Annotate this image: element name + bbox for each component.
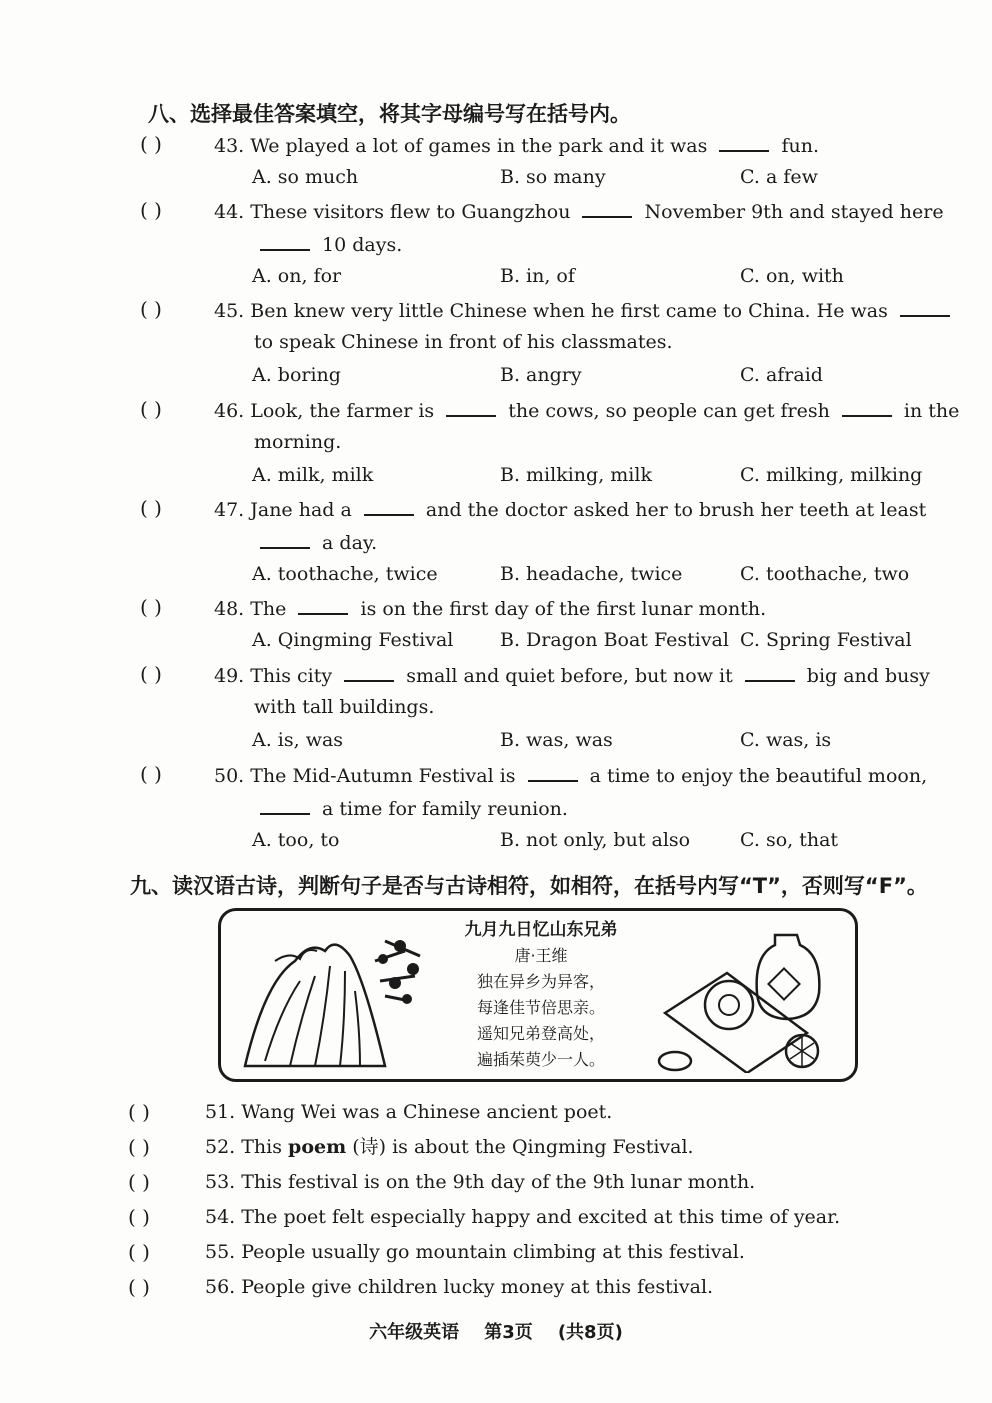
answer-blank[interactable] bbox=[364, 496, 414, 516]
answer-blank[interactable] bbox=[582, 198, 632, 218]
poem-line: 遍插茱萸少一人。 bbox=[476, 1050, 605, 1069]
answer-option: B. in, of bbox=[500, 265, 575, 287]
question-text: 49. This city small and quiet before, but now it big and busy bbox=[214, 662, 930, 688]
poem-title: 九月九日忆山东兄弟 bbox=[464, 920, 618, 940]
answer-bracket[interactable]: ( ) bbox=[128, 1275, 150, 1299]
answer-option: C. afraid bbox=[740, 364, 823, 386]
question-text: 45. Ben knew very little Chinese when he first came to China. He was bbox=[214, 297, 956, 323]
answer-bracket[interactable]: ( ) bbox=[128, 1240, 150, 1264]
answer-bracket[interactable]: ( ) bbox=[140, 762, 162, 786]
question-text: 47. Jane had a and the doctor asked her to brush her teeth at least bbox=[214, 496, 926, 522]
section-8-title: 八、选择最佳答案填空，将其字母编号写在括号内。 bbox=[148, 102, 631, 126]
question-text: 44. These visitors flew to Guangzhou November 9th and stayed here bbox=[214, 198, 944, 224]
statement-text: 51. Wang Wei was a Chinese ancient poet. bbox=[205, 1101, 613, 1123]
answer-bracket[interactable]: ( ) bbox=[128, 1170, 150, 1194]
page-footer: 六年级英语 第3页 (共8页) bbox=[369, 1322, 623, 1343]
answer-option: B. Dragon Boat Festival bbox=[500, 629, 729, 651]
statement-text: 53. This festival is on the 9th day of the 9th lunar month. bbox=[205, 1171, 756, 1193]
answer-bracket[interactable]: ( ) bbox=[128, 1100, 150, 1124]
answer-blank[interactable] bbox=[260, 795, 310, 815]
answer-blank[interactable] bbox=[298, 595, 348, 615]
answer-option: C. on, with bbox=[740, 265, 844, 287]
poem-author: 唐·王维 bbox=[514, 946, 568, 965]
answer-option: A. is, was bbox=[252, 729, 344, 751]
answer-option: C. toothache, two bbox=[740, 563, 910, 585]
answer-bracket[interactable]: ( ) bbox=[140, 132, 162, 156]
answer-blank[interactable] bbox=[745, 662, 795, 682]
answer-blank[interactable] bbox=[842, 397, 892, 417]
statement-text: 54. The poet felt especially happy and excited at this time of year. bbox=[205, 1206, 841, 1228]
answer-option: B. angry bbox=[500, 364, 582, 386]
answer-option: B. so many bbox=[500, 166, 606, 188]
question-text: 46. Look, the farmer is the cows, so people can get fresh in the bbox=[214, 397, 959, 423]
answer-blank[interactable] bbox=[719, 132, 769, 152]
answer-option: C. so, that bbox=[740, 829, 839, 851]
answer-bracket[interactable]: ( ) bbox=[128, 1205, 150, 1229]
answer-option: A. Qingming Festival bbox=[252, 629, 454, 651]
question-text: 10 days. bbox=[254, 231, 402, 257]
answer-blank[interactable] bbox=[260, 529, 310, 549]
poem-text bbox=[441, 917, 641, 1073]
answer-option: C. Spring Festival bbox=[740, 629, 912, 651]
answer-bracket[interactable]: ( ) bbox=[140, 297, 162, 321]
question-text: a time for family reunion. bbox=[254, 795, 568, 821]
answer-option: B. not only, but also bbox=[500, 829, 691, 851]
wine-chrysanthemum-illustration bbox=[657, 923, 837, 1073]
answer-option: C. was, is bbox=[740, 729, 832, 751]
statement-text: 52. This poem (诗) is about the Qingming Festival. bbox=[205, 1136, 694, 1158]
mountain-pine-illustration bbox=[235, 921, 435, 1071]
answer-option: A. on, for bbox=[252, 265, 342, 287]
poem-line: 独在异乡为异客， bbox=[476, 972, 605, 991]
answer-bracket[interactable]: ( ) bbox=[128, 1135, 150, 1159]
statement-text: 55. People usually go mountain climbing at this festival. bbox=[205, 1241, 745, 1263]
answer-option: A. boring bbox=[252, 364, 341, 386]
poem-line: 每逢佳节倍思亲。 bbox=[476, 998, 605, 1017]
question-text: a day. bbox=[254, 529, 377, 555]
question-text: 48. The is on the first day of the first lunar month. bbox=[214, 595, 766, 621]
answer-option: B. headache, twice bbox=[500, 563, 683, 585]
question-text: morning. bbox=[254, 431, 342, 453]
answer-option: B. was, was bbox=[500, 729, 613, 751]
answer-option: A. toothache, twice bbox=[252, 563, 438, 585]
bold-keyword: poem bbox=[288, 1136, 347, 1158]
answer-option: C. a few bbox=[740, 166, 818, 188]
question-text: with tall buildings. bbox=[254, 696, 435, 718]
answer-option: A. so much bbox=[252, 166, 359, 188]
answer-option: B. milking, milk bbox=[500, 464, 652, 486]
answer-blank[interactable] bbox=[446, 397, 496, 417]
answer-bracket[interactable]: ( ) bbox=[140, 397, 162, 421]
question-text: 50. The Mid-Autumn Festival is a time to enjoy the beautiful moon, bbox=[214, 762, 927, 788]
section-9-title: 九、读汉语古诗，判断句子是否与古诗相符，如相符，在括号内写“T”，否则写“F”。 bbox=[130, 874, 928, 898]
poem-box bbox=[218, 908, 858, 1082]
answer-blank[interactable] bbox=[528, 762, 578, 782]
question-text: to speak Chinese in front of his classmates. bbox=[254, 331, 673, 353]
answer-blank[interactable] bbox=[260, 231, 310, 251]
answer-option: A. milk, milk bbox=[252, 464, 374, 486]
answer-blank[interactable] bbox=[900, 297, 950, 317]
statement-text: 56. People give children lucky money at this festival. bbox=[205, 1276, 714, 1298]
poem-line: 遥知兄弟登高处， bbox=[476, 1024, 605, 1043]
answer-bracket[interactable]: ( ) bbox=[140, 595, 162, 619]
answer-blank[interactable] bbox=[344, 662, 394, 682]
answer-option: A. too, to bbox=[252, 829, 340, 851]
answer-bracket[interactable]: ( ) bbox=[140, 198, 162, 222]
answer-bracket[interactable]: ( ) bbox=[140, 662, 162, 686]
question-text: 43. We played a lot of games in the park and it was fun. bbox=[214, 132, 819, 158]
answer-bracket[interactable]: ( ) bbox=[140, 496, 162, 520]
answer-option: C. milking, milking bbox=[740, 464, 923, 486]
